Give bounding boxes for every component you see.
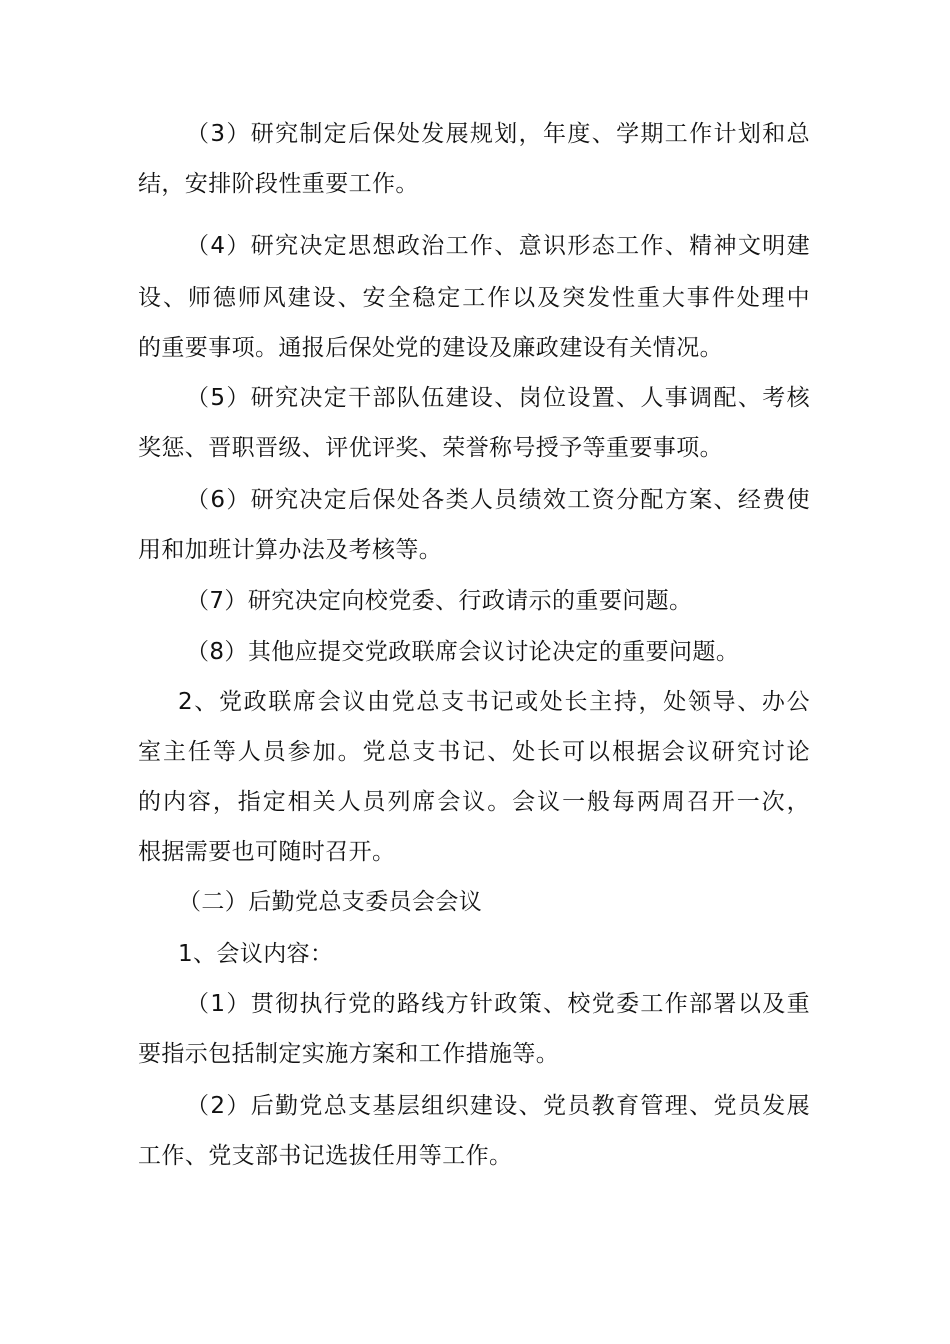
paragraph-4-line-3: 的重要事项。通报后保处党的建设及廉政建设有关情况。 bbox=[138, 335, 723, 361]
subitem-1-line-2: 要指示包括制定实施方案和工作措施等。 bbox=[138, 1041, 560, 1067]
item-2-line-2: 室主任等人员参加。党总支书记、处长可以根据会议研究讨论 bbox=[138, 739, 810, 765]
paragraph-6-line-2: 用和加班计算办法及考核等。 bbox=[138, 537, 443, 563]
paragraph-7-line-1: （7）研究决定向校党委、行政请示的重要问题。 bbox=[186, 588, 693, 614]
paragraph-5-line-1: （5）研究决定干部队伍建设、岗位设置、人事调配、考核 bbox=[186, 385, 810, 411]
meeting-content-heading: 1、会议内容： bbox=[178, 941, 334, 967]
item-2-line-4: 根据需要也可随时召开。 bbox=[138, 839, 396, 865]
paragraph-3-line-2: 结，安排阶段性重要工作。 bbox=[138, 171, 419, 197]
item-2-line-1: 2、党政联席会议由党总支书记或处长主持，处领导、办公 bbox=[178, 689, 810, 715]
item-2-line-3: 的内容，指定相关人员列席会议。会议一般每两周召开一次， bbox=[138, 789, 810, 815]
paragraph-8-line-1: （8）其他应提交党政联席会议讨论决定的重要问题。 bbox=[186, 639, 740, 665]
subitem-2-line-1: （2）后勤党总支基层组织建设、党员教育管理、党员发展 bbox=[186, 1093, 810, 1119]
subitem-2-line-2: 工作、党支部书记选拔任用等工作。 bbox=[138, 1143, 513, 1169]
paragraph-4-line-2: 设、师德师风建设、安全稳定工作以及突发性重大事件处理中 bbox=[138, 285, 810, 311]
section-heading: （二）后勤党总支委员会会议 bbox=[178, 889, 483, 915]
paragraph-3-line-1: （3）研究制定后保处发展规划，年度、学期工作计划和总 bbox=[186, 121, 810, 147]
paragraph-5-line-2: 奖惩、晋职晋级、评优评奖、荣誉称号授予等重要事项。 bbox=[138, 435, 723, 461]
paragraph-4-line-1: （4）研究决定思想政治工作、意识形态工作、精神文明建 bbox=[186, 233, 810, 259]
paragraph-6-line-1: （6）研究决定后保处各类人员绩效工资分配方案、经费使 bbox=[186, 487, 810, 513]
subitem-1-line-1: （1）贯彻执行党的路线方针政策、校党委工作部署以及重 bbox=[186, 991, 810, 1017]
